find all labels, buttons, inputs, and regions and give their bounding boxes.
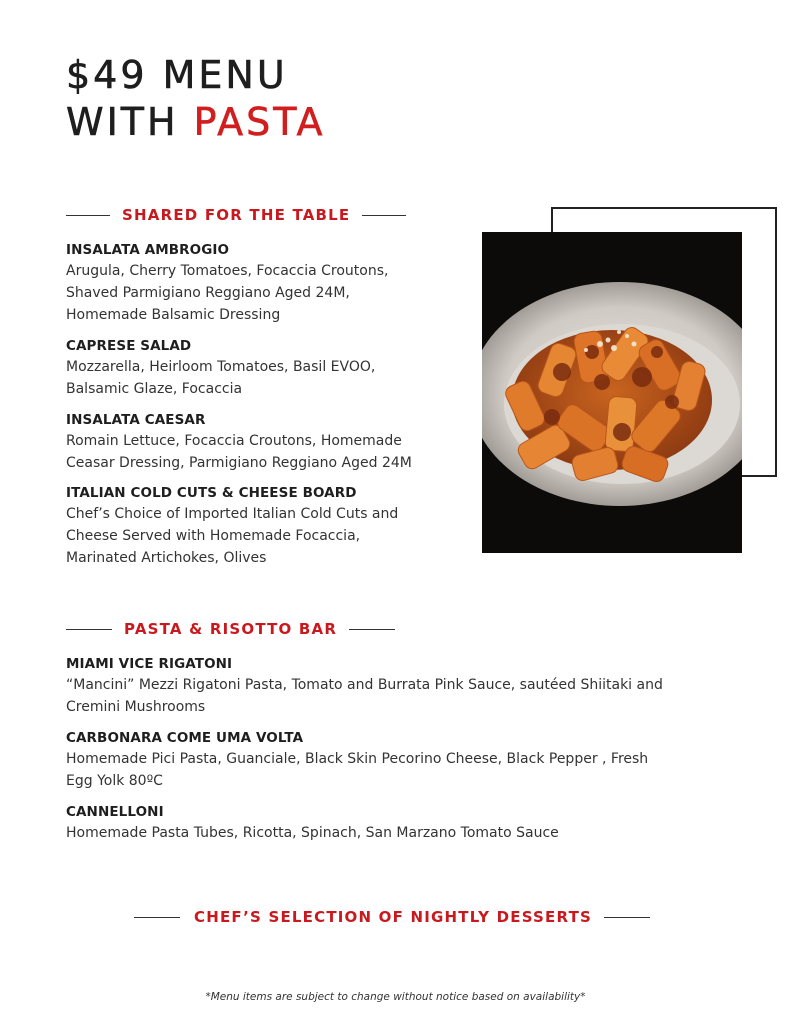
pasta-photo (482, 232, 742, 553)
menu-item-name: MIAMI VICE RIGATONI (66, 656, 233, 672)
title-line-2 (66, 99, 326, 146)
menu-title (66, 52, 326, 146)
title-accent: PASTA (193, 100, 326, 144)
heading-rule-left (134, 917, 180, 918)
menu-item (66, 336, 476, 400)
menu-item (66, 410, 476, 474)
menu-item (66, 728, 726, 792)
menu-item-description: Arugula, Cherry Tomatoes, Focaccia Croutons, Shaved Parmigiano Reggiano Aged 24M, Homemade Balsamic Dressing (66, 263, 389, 323)
section-heading-text: PASTA & RISOTTO BAR (124, 620, 338, 638)
menu-item (66, 240, 476, 326)
heading-rule-right (604, 917, 650, 918)
heading-rule-right (349, 629, 395, 630)
menu-item-description: “Mancini” Mezzi Rigatoni Pasta, Tomato and Burrata Pink Sauce, sautéed Shiitaki and Cremini Mushrooms (66, 677, 663, 715)
menu-item-name: INSALATA AMBROGIO (66, 242, 230, 258)
section-heading-pasta (66, 620, 395, 638)
title-line-1: $49 MENU (66, 53, 288, 97)
section-heading-text: CHEF’S SELECTION OF NIGHTLY DESSERTS (194, 908, 593, 926)
section-heading-desserts (134, 908, 650, 926)
menu-item-description: Romain Lettuce, Focaccia Croutons, Homemade Ceasar Dressing, Parmigiano Reggiano Aged 24M (66, 433, 412, 471)
title-prefix: WITH (66, 100, 194, 144)
section-heading-shared (66, 206, 406, 224)
section-heading-text: SHARED FOR THE TABLE (122, 206, 351, 224)
menu-item-description: Mozzarella, Heirloom Tomatoes, Basil EVOO, Balsamic Glaze, Focaccia (66, 359, 376, 397)
menu-item-name: INSALATA CAESAR (66, 412, 206, 428)
menu-item-name: ITALIAN COLD CUTS & CHEESE BOARD (66, 485, 357, 501)
menu-item (66, 654, 726, 718)
pasta-dish-illustration (482, 232, 742, 553)
menu-item-description: Homemade Pasta Tubes, Ricotta, Spinach, San Marzano Tomato Sauce (66, 825, 559, 841)
menu-item-name: CANNELLONI (66, 804, 164, 820)
availability-footnote: *Menu items are subject to change without notice based on availability* (205, 991, 586, 1003)
menu-item-description: Homemade Pici Pasta, Guanciale, Black Skin Pecorino Cheese, Black Pepper , Fresh Egg Yolk 80ºC (66, 751, 649, 789)
menu-item-description: Chef’s Choice of Imported Italian Cold Cuts and Cheese Served with Homemade Focaccia, Marinated Artichokes, Olives (66, 506, 399, 566)
menu-item (66, 483, 476, 569)
heading-rule-right (362, 215, 406, 216)
heading-rule-left (66, 215, 110, 216)
heading-rule-left (66, 629, 112, 630)
menu-item (66, 802, 726, 844)
menu-item-name: CAPRESE SALAD (66, 338, 192, 354)
menu-item-name: CARBONARA COME UMA VOLTA (66, 730, 304, 746)
